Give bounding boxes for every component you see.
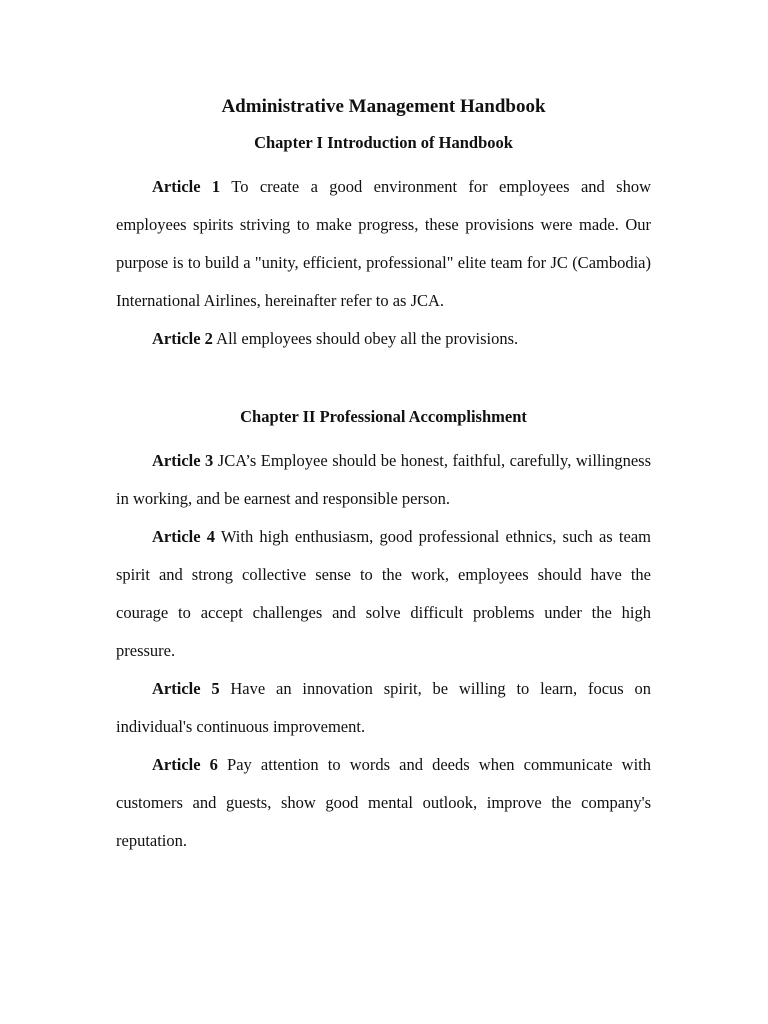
document-title: Administrative Management Handbook [221, 96, 546, 117]
article-2 [116, 320, 651, 358]
article-text: Have an innovation spirit, be willing to learn, focus on individual's continuous improvement. [116, 679, 651, 736]
article-6 [116, 746, 651, 860]
chapter-1 [116, 131, 651, 358]
article-label: Article 2 [152, 329, 213, 348]
article-text: All employees should obey all the provisions. [216, 329, 519, 348]
article-3 [116, 442, 651, 518]
article-text: With high enthusiasm, good professional ethnics, such as team spirit and strong collective sense to the work, employees should have the courage to accept challenges and solve difficult problems under the high pressure. [116, 527, 651, 660]
article-label: Article 5 [152, 679, 220, 698]
article-label: Article 3 [152, 451, 214, 470]
article-text: Pay attention to words and deeds when communicate with customers and guests, show good mental outlook, improve the company's reputation. [116, 755, 651, 850]
article-label: Article 1 [152, 177, 221, 196]
article-4 [116, 518, 651, 670]
chapter-title: Chapter II Professional Accomplishment [240, 407, 527, 426]
article-1 [116, 168, 651, 320]
article-text: JCA’s Employee should be honest, faithful, carefully, willingness in working, and be earnest and responsible person. [116, 451, 651, 508]
article-5 [116, 670, 651, 746]
article-label: Article 4 [152, 527, 215, 546]
article-label: Article 6 [152, 755, 218, 774]
chapter-2 [116, 405, 651, 860]
chapter-title: Chapter I Introduction of Handbook [254, 133, 513, 152]
document-page [116, 93, 651, 860]
article-text: To create a good environment for employees and show employees spirits striving to make progress, these provisions were made. Our purpose is to build a "unity, efficient, professional" elite team for JC (Cambodia) International Airlines, hereinafter refer to as JCA. [116, 177, 651, 310]
